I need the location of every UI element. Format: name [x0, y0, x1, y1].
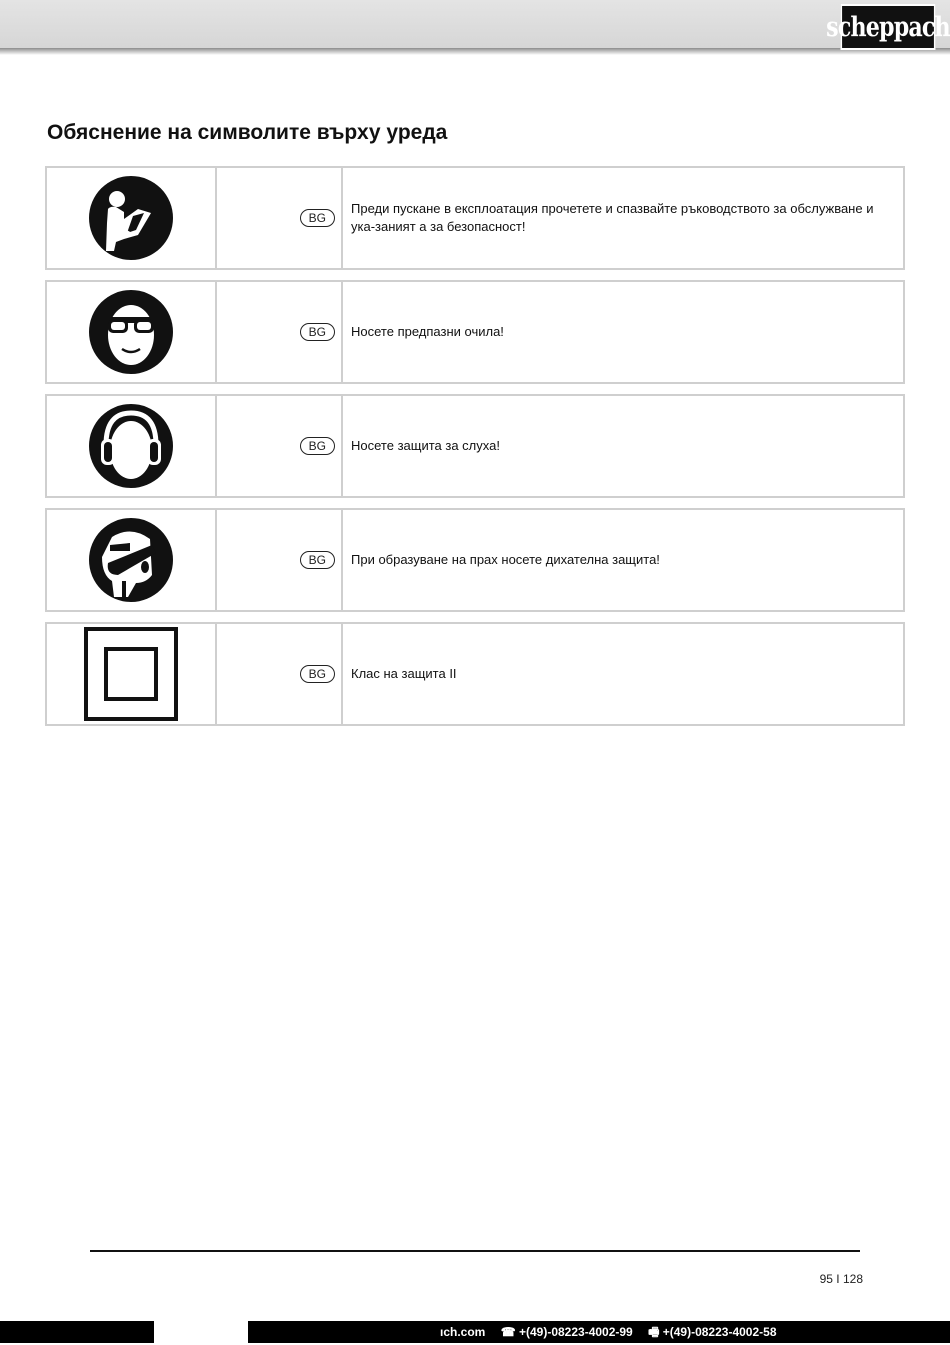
header-shadow: [0, 48, 950, 55]
language-badge: BG: [300, 437, 335, 455]
protection-class-ii-icon: [84, 627, 178, 721]
language-cell: [217, 396, 343, 496]
website-link[interactable]: ıch.com: [440, 1325, 486, 1339]
language-badge: BG: [300, 209, 335, 227]
language-badge: BG: [300, 323, 335, 341]
symbol-icon-cell: [47, 510, 217, 610]
symbol-description: Преди пускане в експлоатация прочетете и спазвайте ръководството за обслужване и ука-заният а за безопасност!: [351, 201, 874, 234]
symbol-row-dust-mask: [45, 508, 905, 612]
brand-logo: scheppach: [840, 4, 935, 50]
footer-contact-bar: [0, 1321, 950, 1343]
symbol-description: Носете защита за слуха!: [351, 438, 500, 453]
header-bar: [0, 0, 950, 48]
ear-protection-icon: [88, 403, 174, 489]
symbol-icon-cell: [47, 396, 217, 496]
page-number: 95 I 128: [819, 1272, 863, 1286]
symbol-row-read-manual: [45, 166, 905, 270]
symbol-icon-cell: [47, 624, 217, 724]
symbol-description: Носете предпазни очила!: [351, 324, 504, 339]
phone-number: ☎ +(49)-08223-4002-99: [500, 1325, 633, 1339]
symbol-icon-cell: [47, 168, 217, 268]
read-manual-icon: [88, 175, 174, 261]
language-cell: [217, 624, 343, 724]
symbol-row-protection-class: [45, 622, 905, 726]
footer-bar-gap: [154, 1321, 248, 1343]
symbol-row-safety-goggles: [45, 280, 905, 384]
page-title: Обяснение на символите върху уреда: [47, 121, 448, 144]
language-badge: BG: [300, 551, 335, 569]
safety-goggles-icon: [88, 289, 174, 375]
fax-number: 🖷 +(49)-08223-4002-58: [648, 1325, 777, 1339]
footer-contact: [440, 1321, 789, 1343]
dust-mask-icon: [88, 517, 174, 603]
language-cell: [217, 510, 343, 610]
symbol-icon-cell: [47, 282, 217, 382]
symbol-description: При образуване на прах носете дихателна защита!: [351, 552, 660, 567]
language-badge: BG: [300, 665, 335, 683]
symbol-row-ear-protection: [45, 394, 905, 498]
footer-divider: [90, 1250, 860, 1252]
language-cell: [217, 168, 343, 268]
language-cell: [217, 282, 343, 382]
symbol-description: Клас на защита II: [351, 666, 457, 681]
